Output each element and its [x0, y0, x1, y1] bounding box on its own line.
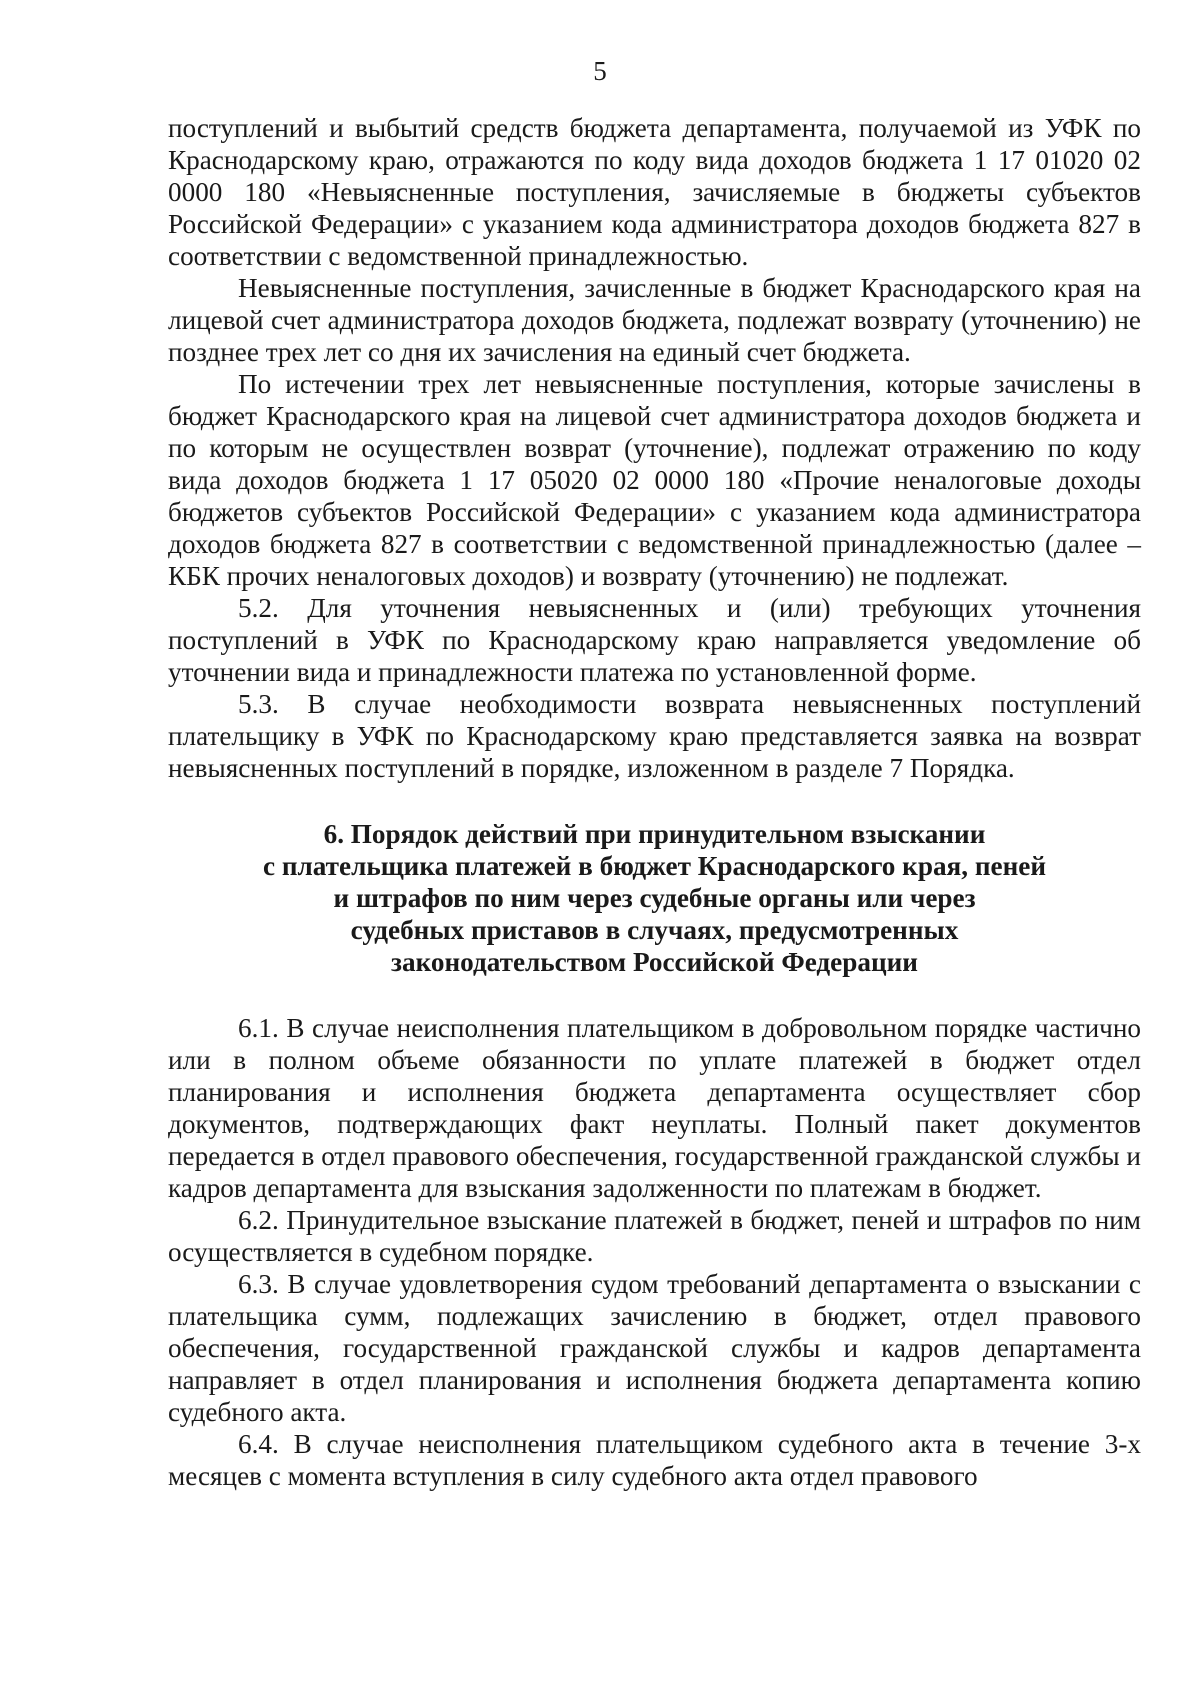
section-heading-line: 6. Порядок действий при принудительном взыскании [323, 819, 986, 849]
section-heading-line: судебных приставов в случаях, предусмотренных [350, 915, 959, 945]
section-heading [168, 818, 1141, 978]
section-heading-line: законодательством Российской Федерации [391, 947, 918, 977]
paragraph: 6.3. В случае удовлетворения судом требований департамента о взыскании с плательщика сумм, подлежащих зачислению в бюджет, отдел правового обеспечения, государственной гражданской службы и кадров департамента направляет в отдел планирования и исполнения бюджета департамента копию судебного акта. [168, 1269, 1141, 1427]
page-number: 5 [593, 56, 607, 86]
paragraph: 6.2. Принудительное взыскание платежей в бюджет, пеней и штрафов по ним осуществляется в судебном порядке. [168, 1205, 1141, 1267]
paragraph: 6.4. В случае неисполнения плательщиком судебного акта в течение 3-х месяцев с момента вступления в силу судебного акта отдел правового [168, 1429, 1141, 1491]
document-body [168, 112, 1141, 1492]
paragraph: Невыясненные поступления, зачисленные в бюджет Краснодарского края на лицевой счет администратора доходов бюджета, подлежат возврату (уточнению) не позднее трех лет со дня их зачисления на единый счет бюджета. [168, 273, 1141, 367]
paragraph: 5.3. В случае необходимости возврата невыясненных поступлений плательщику в УФК по Краснодарскому краю представляется заявка на возврат невыясненных поступлений в порядке, изложенном в разделе 7 Порядка. [168, 689, 1141, 783]
section-heading-line: с плательщика платежей в бюджет Краснодарского края, пеней [263, 851, 1046, 881]
paragraph: По истечении трех лет невыясненные поступления, которые зачислены в бюджет Краснодарского края на лицевой счет администратора доходов бюджета и по которым не осуществлен возврат (уточнение), подлежат отражению по коду вида доходов бюджета 1 17 05020 02 0000 180 «Прочие неналоговые доходы бюджетов субъектов Российской Федерации» с указанием кода администратора доходов бюджета 827 в соответствии с ведомственной принадлежностью (далее – КБК прочих неналоговых доходов) и возврату (уточнению) не подлежат. [168, 369, 1141, 591]
section-heading-line: и штрафов по ним через судебные органы или через [333, 883, 976, 913]
paragraph-continuation: поступлений и выбытий средств бюджета департамента, получаемой из УФК по Краснодарскому краю, отражаются по коду вида доходов бюджета 1 17 01020 02 0000 180 «Невыясненные поступления, зачисляемые в бюджеты субъектов Российской Федерации» с указанием кода администратора доходов бюджета 827 в соответствии с ведомственной принадлежностью. [168, 113, 1141, 271]
paragraph: 5.2. Для уточнения невыясненных и (или) требующих уточнения поступлений в УФК по Краснодарскому краю направляется уведомление об уточнении вида и принадлежности платежа по установленной форме. [168, 593, 1141, 687]
paragraph: 6.1. В случае неисполнения плательщиком в добровольном порядке частично или в полном объеме обязанности по уплате платежей в бюджет отдел планирования и исполнения бюджета департамента осуществляет сбор документов, подтверждающих факт неуплаты. Полный пакет документов передается в отдел правового обеспечения, государственной гражданской службы и кадров департамента для взыскания задолженности по платежам в бюджет. [168, 1013, 1141, 1203]
